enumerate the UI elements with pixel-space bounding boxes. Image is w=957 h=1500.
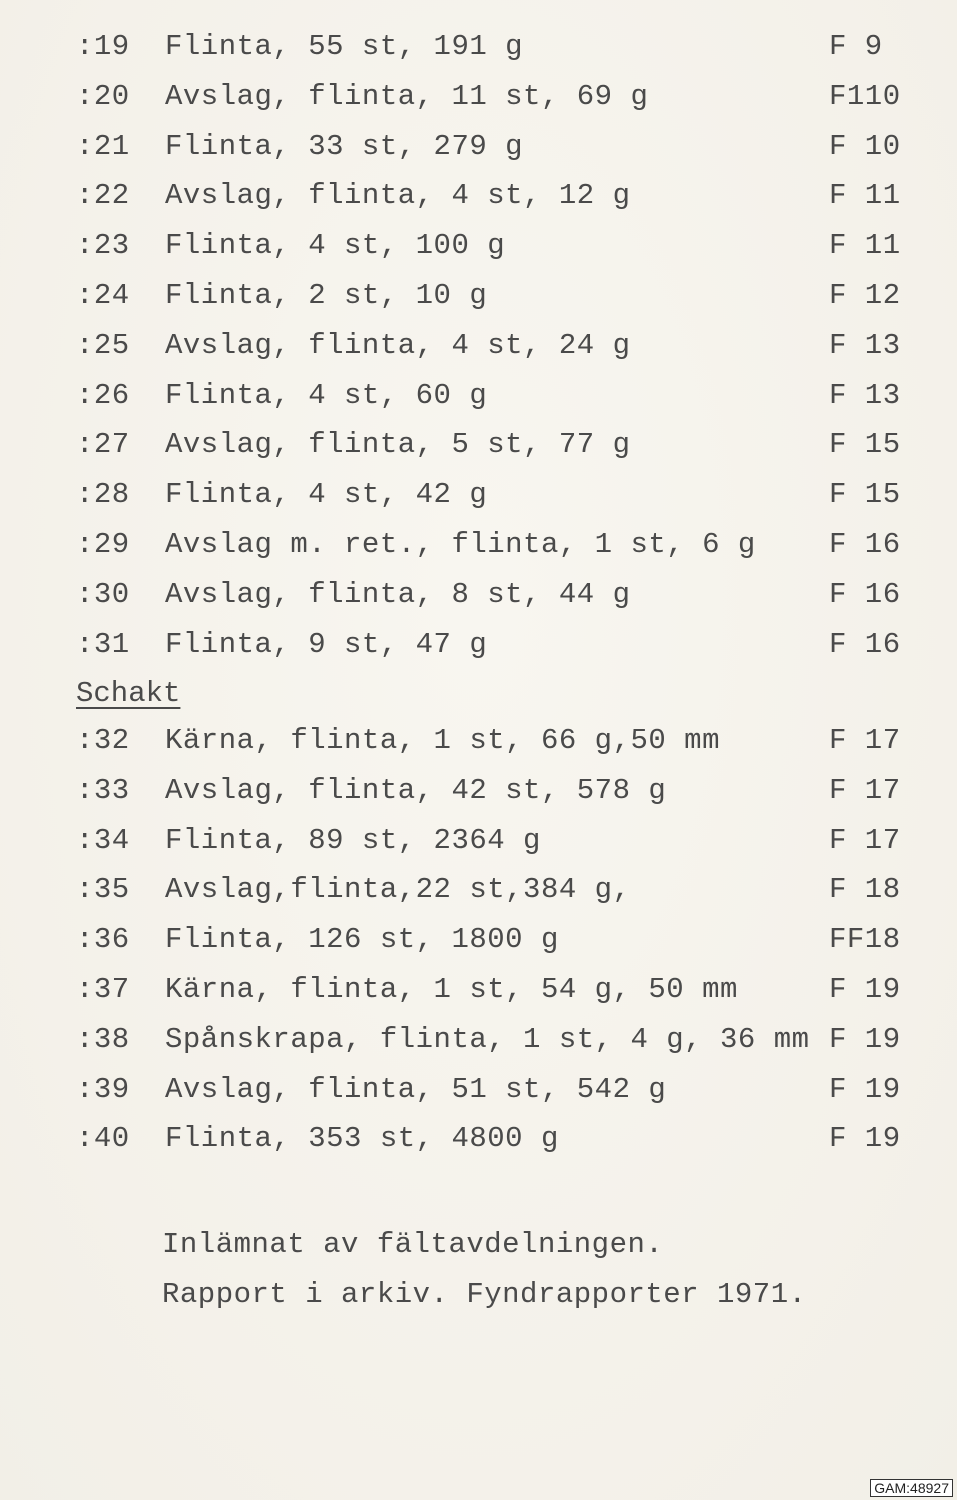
- find-code: F 10: [829, 129, 901, 163]
- find-description: Kärna, flinta, 1 st, 66 g,50 mm: [165, 724, 720, 757]
- find-list-part-2: [0, 716, 957, 1164]
- find-row: [0, 865, 957, 915]
- find-description: Avslag, flinta, 4 st, 12 g: [165, 179, 631, 213]
- find-row: [0, 1114, 957, 1164]
- find-description: Avslag, flinta, 42 st, 578 g: [165, 773, 667, 807]
- find-number: :19: [76, 30, 130, 63]
- find-number: :27: [76, 428, 130, 462]
- find-row: [0, 620, 957, 670]
- find-code: F 11: [829, 179, 901, 213]
- find-code: F 17: [829, 823, 901, 857]
- find-row: [0, 570, 957, 620]
- find-description: Avslag m. ret., flinta, 1 st, 6 g: [165, 527, 756, 561]
- find-description: Spånskrapa, flinta, 1 st, 4 g, 36 mm: [165, 1022, 810, 1056]
- find-row: [0, 72, 957, 122]
- footer-line-report: Rapport i arkiv. Fyndrapporter 1971.: [162, 1278, 807, 1311]
- find-number: :21: [76, 129, 130, 163]
- find-description: Flinta, 126 st, 1800 g: [165, 923, 559, 957]
- find-code: F 19: [829, 1072, 901, 1106]
- find-row: [0, 221, 957, 271]
- find-row: [0, 420, 957, 470]
- find-row: [0, 271, 957, 321]
- find-row: [0, 965, 957, 1015]
- find-row: [0, 171, 957, 221]
- find-description: Flinta, 2 st, 10 g: [165, 278, 488, 312]
- find-code: F 16: [829, 627, 901, 661]
- find-code: F 19: [829, 1022, 901, 1056]
- find-row: [0, 371, 957, 421]
- find-number: :22: [76, 179, 130, 213]
- find-row: [0, 766, 957, 816]
- find-number: :23: [76, 229, 130, 263]
- find-number: :28: [76, 478, 130, 512]
- find-number: :38: [76, 1022, 130, 1056]
- find-number: :40: [76, 1122, 130, 1156]
- find-row: [0, 1065, 957, 1115]
- find-number: :35: [76, 873, 130, 907]
- find-number: :39: [76, 1072, 130, 1106]
- find-code: FF18: [829, 923, 901, 957]
- find-number: :36: [76, 923, 130, 957]
- find-number: :24: [76, 278, 130, 312]
- find-code: F 17: [829, 773, 901, 807]
- find-description: Avslag, flinta, 51 st, 542 g: [165, 1072, 667, 1106]
- find-row: [0, 321, 957, 371]
- find-number: :20: [76, 79, 130, 113]
- find-description: Avslag, flinta, 11 st, 69 g: [165, 79, 649, 113]
- find-description: Avslag, flinta, 4 st, 24 g: [165, 328, 631, 362]
- find-code: F 9: [829, 30, 883, 63]
- find-description: Flinta, 353 st, 4800 g: [165, 1122, 559, 1156]
- find-number: :37: [76, 972, 130, 1006]
- find-description: Flinta, 55 st, 191 g: [165, 30, 524, 63]
- find-code: F 13: [829, 328, 901, 362]
- find-number: :25: [76, 328, 130, 362]
- find-description: Flinta, 4 st, 100 g: [165, 229, 506, 263]
- find-code: F 17: [829, 724, 901, 757]
- footer-line-submitted: Inlämnat av fältavdelningen.: [162, 1228, 664, 1261]
- find-number: :26: [76, 378, 130, 412]
- find-row: [0, 816, 957, 866]
- find-code: F110: [829, 79, 901, 113]
- find-row: [0, 1015, 957, 1065]
- find-description: Avslag,flinta,22 st,384 g,: [165, 873, 631, 907]
- find-description: Kärna, flinta, 1 st, 54 g, 50 mm: [165, 972, 738, 1006]
- find-number: :29: [76, 527, 130, 561]
- find-row: [0, 22, 957, 72]
- find-row: [0, 716, 957, 766]
- find-code: F 19: [829, 1122, 901, 1156]
- find-code: F 13: [829, 378, 901, 412]
- find-description: Flinta, 4 st, 42 g: [165, 478, 488, 512]
- find-code: F 16: [829, 577, 901, 611]
- find-description: Flinta, 9 st, 47 g: [165, 627, 488, 661]
- find-row: [0, 915, 957, 965]
- find-row: [0, 470, 957, 520]
- archive-stamp: GAM:48927: [870, 1479, 953, 1497]
- find-number: :30: [76, 577, 130, 611]
- find-description: Flinta, 33 st, 279 g: [165, 129, 524, 163]
- find-row: [0, 520, 957, 570]
- find-code: F 11: [829, 229, 901, 263]
- find-number: :33: [76, 773, 130, 807]
- find-row: [0, 122, 957, 172]
- find-code: F 15: [829, 428, 901, 462]
- find-code: F 18: [829, 873, 901, 907]
- find-code: F 19: [829, 972, 901, 1006]
- find-number: :34: [76, 823, 130, 857]
- find-number: :31: [76, 627, 130, 661]
- find-description: Flinta, 89 st, 2364 g: [165, 823, 541, 857]
- find-description: Avslag, flinta, 8 st, 44 g: [165, 577, 631, 611]
- find-code: F 16: [829, 527, 901, 561]
- find-code: F 12: [829, 278, 901, 312]
- find-code: F 15: [829, 478, 901, 512]
- section-heading: Schakt: [76, 677, 181, 710]
- find-description: Flinta, 4 st, 60 g: [165, 378, 488, 412]
- find-list-part-1: [0, 22, 957, 669]
- find-description: Avslag, flinta, 5 st, 77 g: [165, 428, 631, 462]
- find-number: :32: [76, 724, 130, 757]
